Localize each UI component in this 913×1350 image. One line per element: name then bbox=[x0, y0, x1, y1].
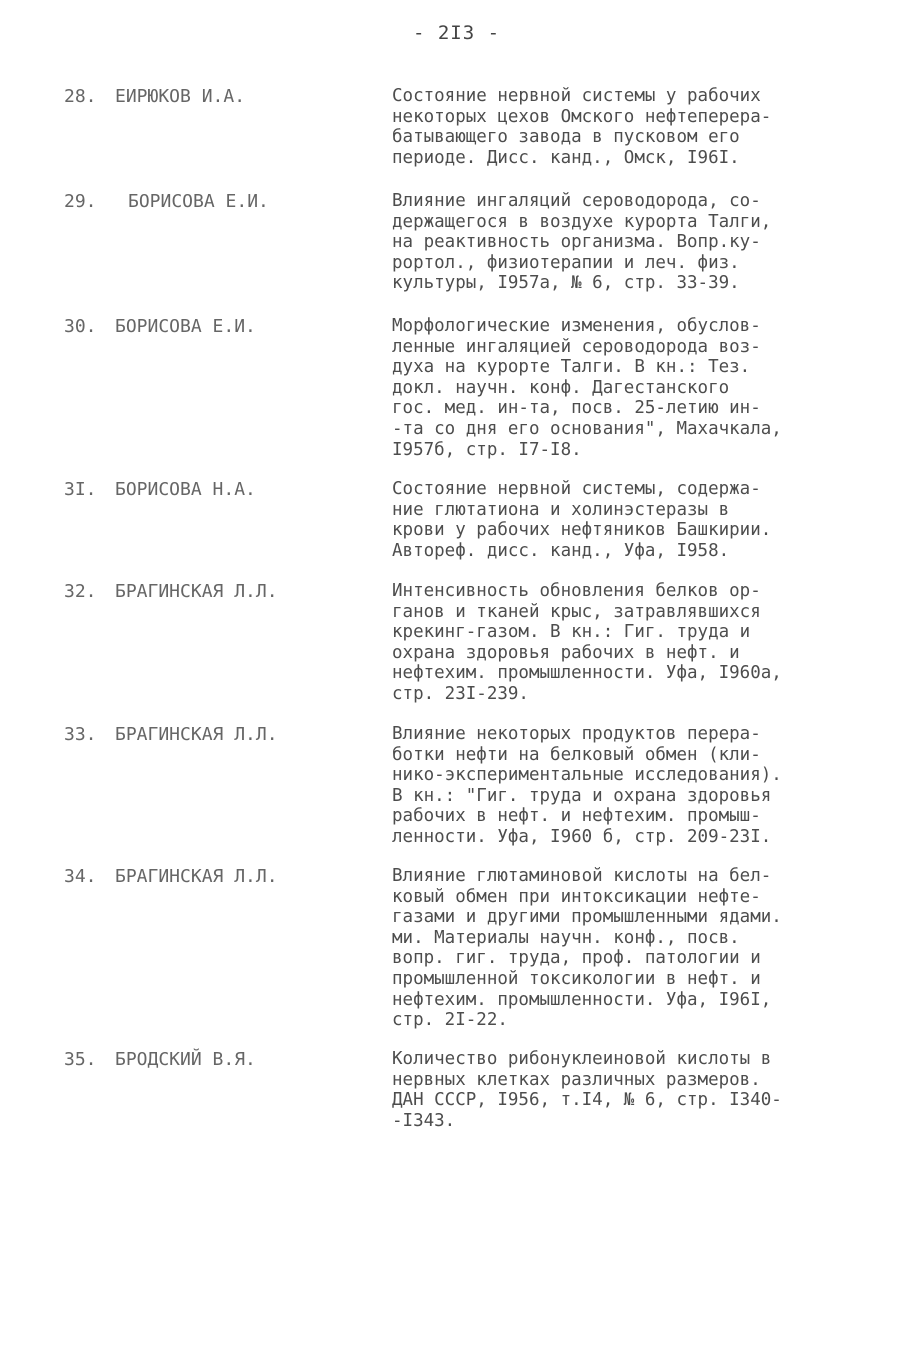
reference-line: Состояние нервной системы, содержа- bbox=[392, 479, 761, 499]
page-number: - 2I3 - bbox=[412, 22, 501, 44]
entry-author: БОРИСОВА Е.И. bbox=[128, 191, 269, 212]
reference-line: гос. мед. ин-та, посв. 25-летию ин- bbox=[392, 398, 761, 419]
reference-line: ние глютатиона и холинэстеразы в bbox=[392, 499, 730, 520]
entry-author: БРОДСКИЙ В.Я. bbox=[115, 1049, 256, 1070]
reference-line: периоде. Дисс. канд., Омск, I96I. bbox=[392, 147, 740, 168]
reference-line: батывающего завода в пусковом его bbox=[392, 127, 740, 148]
entry-number: 3I. bbox=[64, 479, 97, 500]
entry-number: 34. bbox=[64, 866, 97, 887]
entry-author: БРАГИНСКАЯ Л.Л. bbox=[115, 724, 278, 745]
reference-line: ганов и тканей крыс, затравлявшихся bbox=[392, 601, 761, 622]
reference-line: Морфологические изменения, обуслов- bbox=[392, 316, 761, 336]
reference-line: рабочих в нефт. и нефтехим. промыш- bbox=[392, 806, 761, 827]
reference-line: стр. 2I-22. bbox=[392, 1010, 508, 1031]
reference-line: I957б, стр. I7-I8. bbox=[392, 439, 582, 460]
reference-line: Интенсивность обновления белков ор- bbox=[392, 581, 761, 601]
reference-line: Состояние нервной системы у рабочих bbox=[392, 86, 761, 106]
entry-author: ЕИРЮКОВ И.А. bbox=[115, 86, 246, 107]
reference-line: нефтехим. промышленности. Уфа, I96I, bbox=[392, 989, 772, 1010]
reference-line: ленные ингаляцией сероводорода воз- bbox=[392, 336, 761, 357]
entry-author: БОРИСОВА Н.А. bbox=[115, 479, 256, 500]
reference-line: крекинг-газом. В кн.: Гиг. труда и bbox=[392, 622, 751, 643]
entry-author: БОРИСОВА Е.И. bbox=[115, 316, 256, 337]
reference-line: -I343. bbox=[392, 1110, 456, 1131]
reference-line: нико-экспериментальные исследования). bbox=[392, 765, 782, 786]
entry-reference bbox=[392, 1049, 862, 1131]
entry-number: 32. bbox=[64, 581, 97, 602]
reference-line: стр. 23I-239. bbox=[392, 683, 529, 704]
entry-reference bbox=[392, 866, 862, 1031]
entry-reference bbox=[392, 316, 862, 460]
reference-line: промышленной токсикологии в нефт. и bbox=[392, 968, 761, 989]
reference-line: ленности. Уфа, I960 б, стр. 209-23I. bbox=[392, 826, 772, 847]
reference-line: охрана здоровья рабочих в нефт. и bbox=[392, 642, 740, 663]
reference-line: рортол., физиотерапии и леч. физ. bbox=[392, 252, 740, 273]
reference-line: газами и другими промышленными ядами. bbox=[392, 907, 782, 928]
entry-number: 35. bbox=[64, 1049, 97, 1070]
entry-number: 28. bbox=[64, 86, 97, 107]
reference-line: нервных клетках различных размеров. bbox=[392, 1069, 761, 1090]
entry-reference bbox=[392, 479, 862, 561]
reference-line: ботки нефти на белковый обмен (кли- bbox=[392, 744, 761, 765]
entry-number: 33. bbox=[64, 724, 97, 745]
reference-line: Автореф. дисс. канд., Уфа, I958. bbox=[392, 540, 730, 561]
reference-line: ми. Материалы научн. конф., посв. bbox=[392, 927, 740, 948]
entry-number: 30. bbox=[64, 316, 97, 337]
reference-line: докл. научн. конф. Дагестанского bbox=[392, 377, 730, 398]
entry-reference bbox=[392, 581, 862, 705]
reference-line: Количество рибонуклеиновой кислоты в bbox=[392, 1049, 772, 1069]
entry-reference bbox=[392, 86, 862, 168]
reference-line: духа на курорте Талги. В кн.: Тез. bbox=[392, 357, 751, 378]
entry-reference bbox=[392, 191, 862, 294]
reference-line: ДАН СССР, I956, т.I4, № 6, стр. I340- bbox=[392, 1090, 782, 1111]
reference-line: В кн.: "Гиг. труда и охрана здоровья bbox=[392, 785, 772, 806]
entry-number: 29. bbox=[64, 191, 97, 212]
entry-author: БРАГИНСКАЯ Л.Л. bbox=[115, 581, 278, 602]
reference-line: Влияние ингаляций сероводорода, со- bbox=[392, 191, 761, 211]
reference-line: нефтехим. промышленности. Уфа, I960а, bbox=[392, 663, 782, 684]
reference-line: Влияние некоторых продуктов перера- bbox=[392, 724, 761, 744]
reference-line: некоторых цехов Омского нефтеперера- bbox=[392, 106, 772, 127]
reference-line: крови у рабочих нефтяников Башкирии. bbox=[392, 520, 772, 541]
entry-author: БРАГИНСКАЯ Л.Л. bbox=[115, 866, 278, 887]
reference-line: ковый обмен при интоксикации нефте- bbox=[392, 886, 761, 907]
reference-line: держащегося в воздухе курорта Талги, bbox=[392, 211, 772, 232]
entry-reference bbox=[392, 724, 862, 848]
reference-line: Влияние глютаминовой кислоты на бел- bbox=[392, 866, 772, 886]
reference-line: культуры, I957а, № 6, стр. 33-39. bbox=[392, 273, 740, 294]
reference-line: вопр. гиг. труда, проф. патологии и bbox=[392, 948, 761, 969]
reference-line: -та со дня его основания", Махачкала, bbox=[392, 418, 782, 439]
reference-line: на реактивность организма. Вопр.ку- bbox=[392, 232, 761, 253]
